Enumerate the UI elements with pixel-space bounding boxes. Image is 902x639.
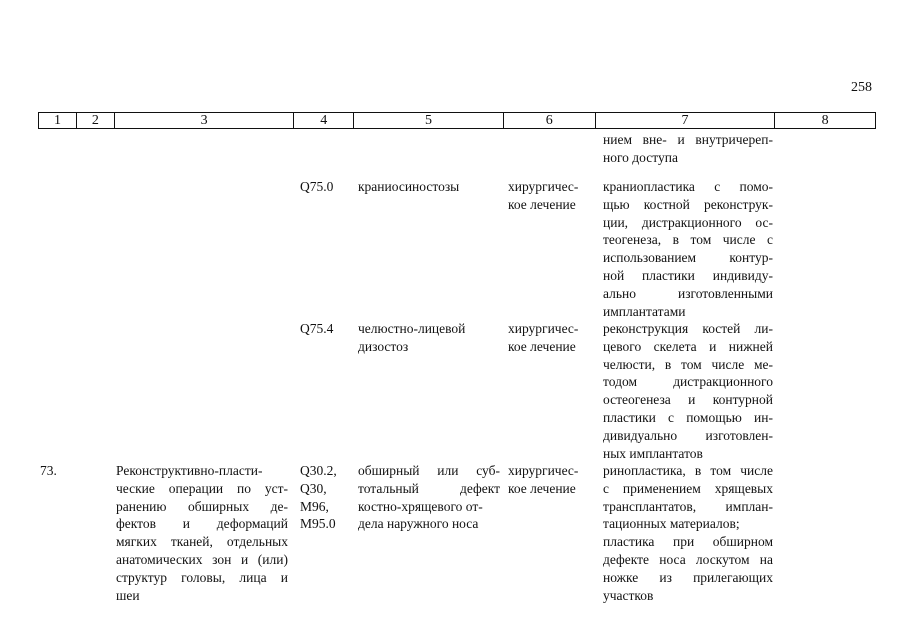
- method-line: дефекте носа лоскутом на: [603, 551, 773, 567]
- code-line: Q30,: [300, 480, 327, 496]
- method-line: тодом дистракционного: [603, 374, 773, 390]
- treatment-cell: [508, 178, 594, 214]
- name-line: ранению обширных де-: [116, 498, 288, 514]
- method-line: остеогенеза и контурной: [603, 392, 773, 408]
- method-line: тационных материалов;: [603, 516, 740, 532]
- method-line: пластика при обширном: [603, 534, 773, 550]
- method-line: с применением хрящевых: [603, 480, 773, 496]
- code-line: M95.0: [300, 516, 336, 532]
- page-number: 258: [851, 80, 872, 95]
- row-number-text: 73.: [40, 463, 57, 478]
- code-cell: [300, 178, 354, 196]
- method-line: ного доступа: [603, 149, 678, 165]
- method-line: ально изготовленными: [603, 285, 773, 301]
- model-line: костно-хрящевого от-: [358, 498, 483, 514]
- method-line: теогенеза, в том числе с: [603, 232, 773, 248]
- method-line: цевого скелета и нижней: [603, 338, 773, 354]
- header-col-7: 7: [596, 113, 776, 128]
- row-number: [40, 462, 74, 480]
- name-line: Реконструктивно-пласти-: [116, 463, 263, 478]
- code-line: Q30.2,: [300, 463, 337, 478]
- code-line: Q75.0: [300, 179, 334, 194]
- model-line: дизостоз: [358, 338, 409, 354]
- treatment-line: хирургичес-: [508, 179, 579, 194]
- method-line: щью костной реконструк-: [603, 196, 773, 212]
- header-col-1: 1: [39, 113, 77, 128]
- model-cell: [358, 320, 500, 356]
- header-col-4: 4: [294, 113, 354, 128]
- name-cell: [116, 462, 288, 604]
- method-line: нием вне- и внутричереп-: [603, 132, 773, 147]
- code-line: M96,: [300, 498, 329, 514]
- treatment-cell: [508, 320, 594, 356]
- method-cell: [603, 178, 773, 320]
- model-cell: [358, 462, 500, 533]
- name-line: структур головы, лица и: [116, 569, 288, 585]
- header-col-5: 5: [354, 113, 504, 128]
- method-cell: [603, 320, 773, 462]
- code-cell: [300, 462, 354, 533]
- model-line: краниосиностозы: [358, 179, 460, 194]
- model-line: обширный или суб-: [358, 463, 500, 478]
- method-line: ции, дистракционного ос-: [603, 214, 773, 230]
- header-col-3: 3: [115, 113, 295, 128]
- code-cell: [300, 320, 354, 338]
- method-cell: [603, 462, 773, 604]
- treatment-line: хирургичес-: [508, 321, 579, 336]
- code-line: Q75.4: [300, 321, 334, 336]
- method-line: ной пластики индивиду-: [603, 267, 773, 283]
- table-header: [38, 112, 876, 129]
- method-line: краниопластика с помо-: [603, 179, 773, 194]
- method-line: ных имплантатов: [603, 445, 703, 461]
- method-line: реконструкция костей ли-: [603, 321, 773, 336]
- treatment-line: кое лечение: [508, 338, 576, 354]
- treatment-line: кое лечение: [508, 480, 576, 496]
- method-line: ножке из прилегающих: [603, 569, 773, 585]
- name-line: анатомических зон и (или): [116, 551, 288, 567]
- model-line: дела наружного носа: [358, 516, 479, 532]
- method-line: пластики с помощью ин-: [603, 409, 773, 425]
- treatment-cell: [508, 462, 594, 498]
- name-line: шеи: [116, 587, 140, 603]
- method-line: использованием контур-: [603, 250, 773, 266]
- method-line: имплантатами: [603, 303, 686, 319]
- method-line: дивидуально изготовлен-: [603, 427, 773, 443]
- header-col-8: 8: [821, 113, 829, 128]
- model-cell: [358, 178, 500, 196]
- model-line: челюстно-лицевой: [358, 321, 466, 336]
- header-col-2: 2: [77, 113, 115, 128]
- method-cell: [603, 131, 773, 167]
- method-line: участков: [603, 587, 654, 603]
- method-line: трансплантатов, имплан-: [603, 498, 773, 514]
- name-line: мягких тканей, отдельных: [116, 534, 288, 550]
- treatment-line: хирургичес-: [508, 463, 579, 478]
- name-line: фектов и деформаций: [116, 516, 288, 532]
- treatment-line: кое лечение: [508, 196, 576, 212]
- method-line: челюсти, в том числе ме-: [603, 356, 773, 372]
- header-col-6: 6: [504, 113, 596, 128]
- model-line: тотальный дефект: [358, 480, 500, 496]
- method-line: ринопластика, в том числе: [603, 463, 773, 478]
- name-line: ческие операции по уст-: [116, 480, 288, 496]
